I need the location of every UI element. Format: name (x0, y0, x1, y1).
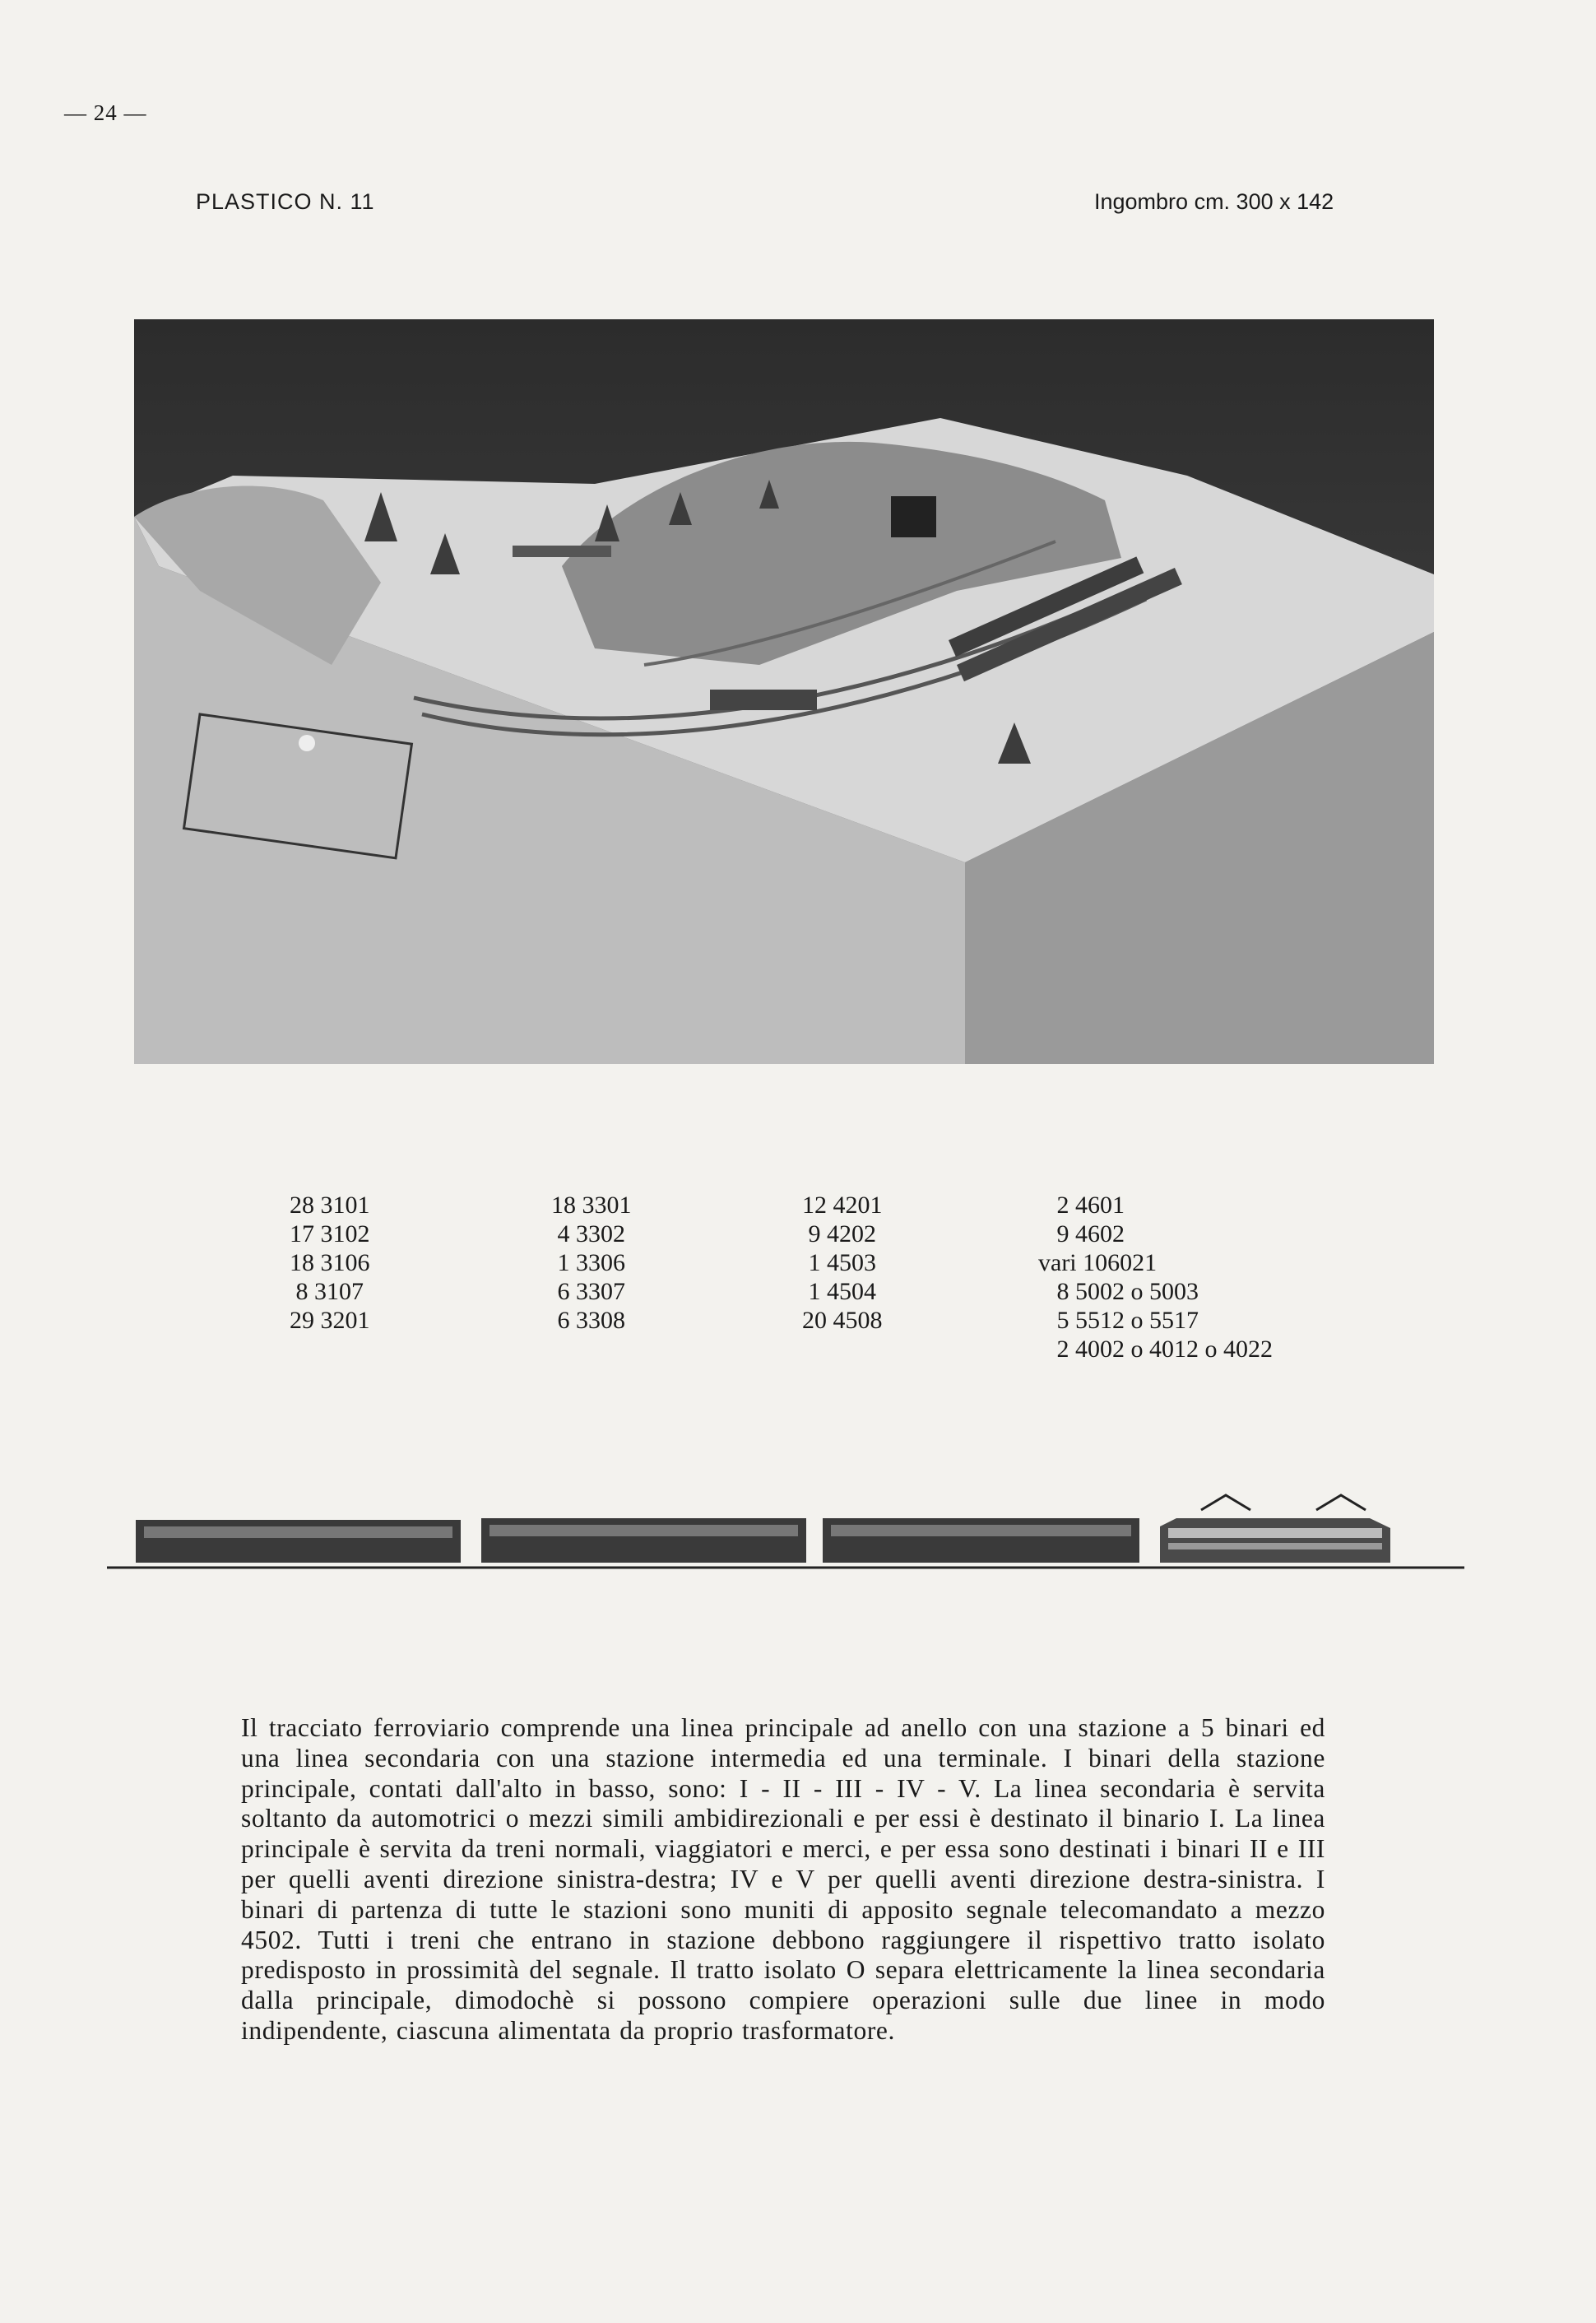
parts-entry: 4 3302 (551, 1220, 625, 1247)
parts-entry: 1 4503 (802, 1249, 876, 1276)
passenger-car (481, 1518, 806, 1563)
parts-entry: 1 3306 (551, 1249, 625, 1276)
parts-entry: 8 5002 o 5003 (1038, 1278, 1199, 1305)
parts-entry: 18 3106 (290, 1249, 370, 1276)
train-graphic (107, 1477, 1464, 1580)
section-title: PLASTICO N. 11 (196, 189, 375, 214)
parts-entry: 9 4202 (802, 1220, 876, 1247)
passenger-car (136, 1520, 461, 1563)
parts-entry: 6 3307 (551, 1278, 625, 1305)
parts-entry: 29 3201 (290, 1307, 370, 1334)
layout-photo-graphic (134, 319, 1434, 1064)
parts-entry: 20 4508 (802, 1307, 883, 1334)
dimensions-label: Ingombro cm. 300 x 142 (1094, 189, 1334, 214)
parts-entry: 8 3107 (290, 1278, 364, 1305)
parts-entry: 28 3101 (290, 1192, 370, 1219)
parts-entry: 17 3102 (290, 1220, 370, 1247)
parts-entry: vari 106021 (1038, 1249, 1158, 1276)
parts-entry: 2 4002 o 4012 o 4022 (1038, 1336, 1273, 1363)
passenger-car (823, 1518, 1139, 1563)
layout-photo (134, 319, 1434, 1064)
parts-entry: 5 5512 o 5517 (1038, 1307, 1199, 1334)
parts-column-1 (290, 1191, 370, 1335)
parts-column-3 (802, 1191, 883, 1335)
parts-entry: 9 4602 (1038, 1220, 1125, 1247)
parts-column-4 (1038, 1191, 1273, 1364)
layout-description: Il tracciato ferroviario comprende una linea principale ad anello con una stazione a 5 binari ed una linea secondaria con una stazione intermedia ed una terminale. I binari della stazione principale, contati dall'alto in basso, sono: I - II - III - IV - V. La linea secondaria è servita soltanto da automotrici o mezzi simili ambidirezionali e per essi è destinato il binario I. La linea principale è servita da treni normali, viaggiatori e merci, e per essa sono destinati i binari II e III per quelli aventi direzione sinistra-destra; IV e V per quelli aventi direzione destra-sinistra. I binari di partenza di tutte le stazioni sono muniti di apposito segnale telecomandato a mezzo 4502. Tutti i treni che entrano in stazione debbono raggiungere il rispettivo tratto isolato predisposto in prossimità del segnale. Il tratto isolato O separa elettricamente la linea secondaria dalla principale, dimodochè si possono compiere operazioni sulle due linee in modo indipendente, ciascuna alimentata da proprio trasformatore. (241, 1713, 1325, 2045)
parts-entry: 6 3308 (551, 1307, 625, 1334)
electric-locomotive (1160, 1495, 1390, 1563)
parts-entry: 12 4201 (802, 1192, 883, 1219)
parts-column-2 (551, 1191, 632, 1335)
parts-entry: 2 4601 (1038, 1192, 1125, 1219)
train-illustration (107, 1477, 1464, 1580)
page-number: — 24 — (64, 100, 147, 125)
parts-entry: 18 3301 (551, 1192, 632, 1219)
parts-entry: 1 4504 (802, 1278, 876, 1305)
